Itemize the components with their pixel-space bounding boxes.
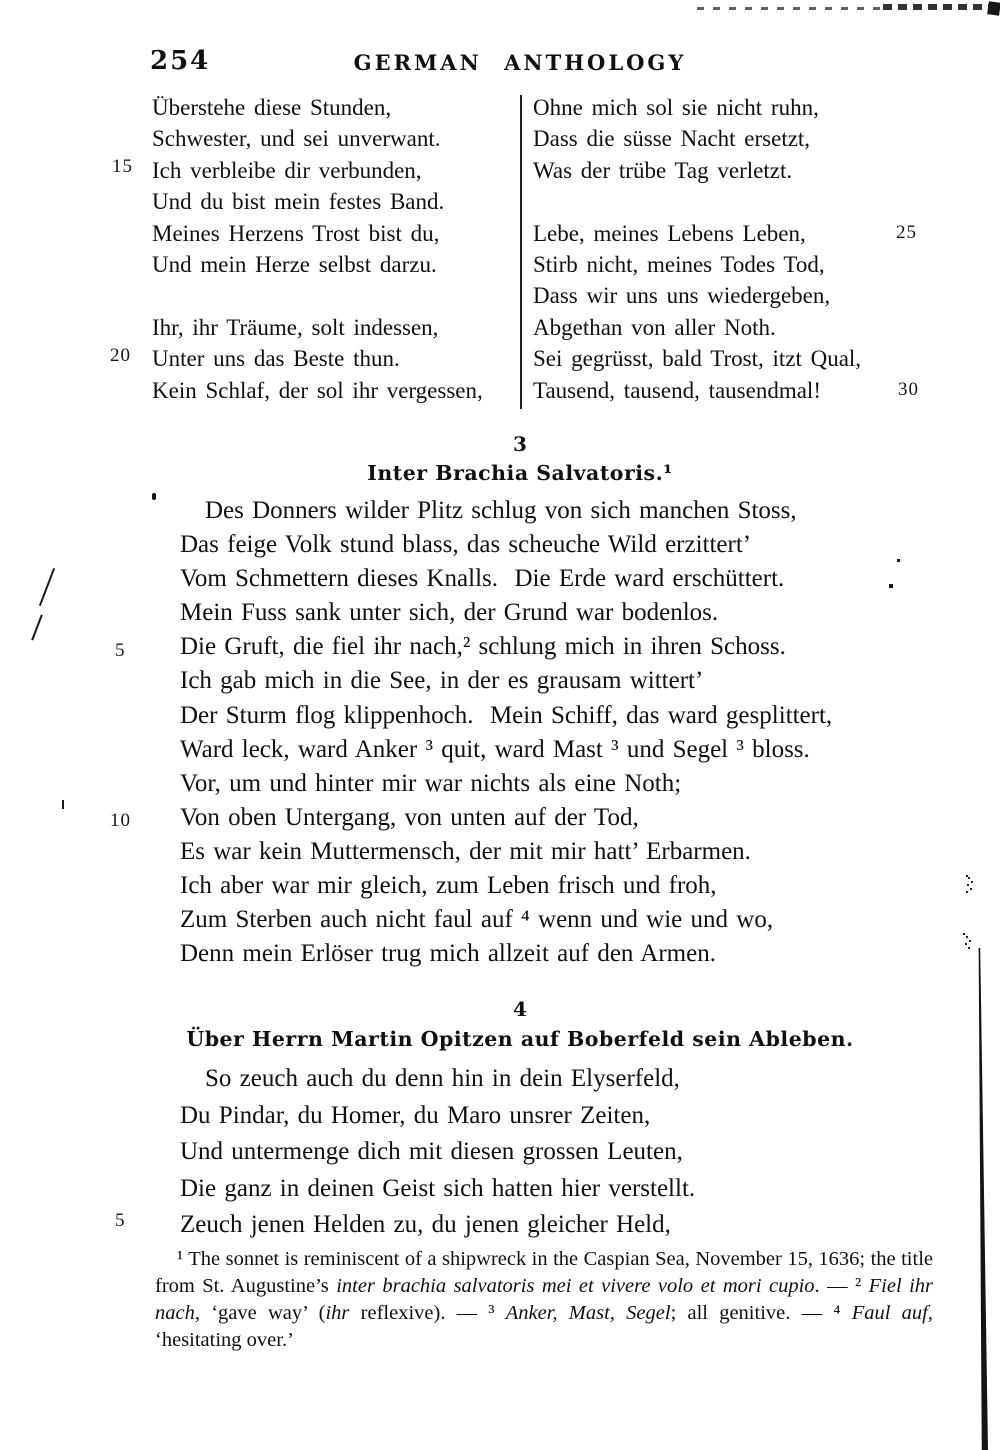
poem-line: Des Donners wilder Plitz schlug von sich manchen Stoss, (205, 497, 797, 524)
poem-line: Überstehe diese Stunden, (152, 95, 392, 120)
poem-title: Über Herrn Martin Opitzen auf Boberfeld sein Ableben. (186, 1027, 854, 1051)
poem-line: Und du bist mein festes Band. (152, 189, 445, 215)
poem-line: So zeuch auch du denn hin in dein Elyserfeld, (205, 1065, 680, 1092)
poem-line: Und untermenge dich mit diesen grossen Leuten, (180, 1138, 683, 1165)
poem-line: Ihr, ihr Träume, solt indessen, (152, 314, 439, 340)
elegy-body (180, 1061, 940, 1244)
poem-line: Die ganz in deinen Geist sich hatten hier verstellt. (180, 1174, 696, 1202)
scan-artifact-tick (62, 800, 64, 809)
poem-line: Tausend, tausend, tausendmal! (533, 377, 821, 403)
scan-artifact-speck-cluster (966, 875, 968, 877)
poem-line: Ward leck, ward Anker ³ quit, ward Mast ³ und Segel ³ bloss. (180, 735, 810, 763)
poem-right-column (533, 92, 893, 406)
scan-artifact-top-dashes (883, 4, 1000, 10)
scan-artifact-scratch (31, 615, 43, 641)
poem-line: Abgethan von aller Noth. (533, 314, 776, 340)
sonnet-body (180, 494, 940, 971)
poem-line: Unter uns das Beste thun. (152, 346, 400, 372)
poem-line: Was der trübe Tag verletzt. (533, 157, 793, 183)
scan-artifact-speck-cluster (963, 933, 965, 935)
margin-line-number: 5 (115, 640, 126, 661)
poem-line: Denn mein Erlöser trug mich allzeit auf den Armen. (180, 940, 716, 968)
scan-artifact-top-dashes (697, 7, 883, 10)
page-number: 254 (150, 46, 211, 76)
margin-line-number: 30 (898, 379, 919, 400)
poem-line: Schwester, und sei unverwant. (152, 126, 441, 152)
poem-line: Das feige Volk stund blass, das scheuche Wild erzittert’ (180, 531, 752, 559)
poem-line: Du Pindar, du Homer, du Maro unsrer Zeiten, (180, 1101, 651, 1129)
poem-line: Ich verbleibe dir verbunden, (152, 157, 422, 183)
margin-line-number: 15 (112, 156, 133, 177)
scan-artifact-scratch (39, 568, 55, 606)
poem-line: Von oben Untergang, von unten auf der Tod, (180, 803, 639, 831)
poem-line: Es war kein Muttermensch, der mit mir hatt’ Erbarmen. (180, 837, 751, 865)
stanza-break (152, 280, 512, 311)
poem-line: Vom Schmettern dieses Knalls. Die Erde ward erschüttert. (180, 565, 785, 593)
scan-artifact-speck (897, 559, 900, 562)
section-number: 3 (513, 432, 527, 456)
poem-line: Dass die süsse Nacht ersetzt, (533, 126, 811, 152)
poem-line: Ohne mich sol sie nicht ruhn, (533, 95, 819, 120)
scan-artifact-speck (889, 584, 893, 588)
footnote: ¹ The sonnet is reminiscent of a shipwreck in the Caspian Sea, November 15, 1636; the title from St. Augustine’s inter brachia salvatoris mei et vivere volo et mori cupio. — ² Fiel ihr nach, ‘gave way’ (ihr reflexive). — ³ Anker, Mast, Segel; all genitive. — ⁴ Faul auf, ‘hesitating over.’ (155, 1248, 933, 1351)
poem-line: Ich gab mich in die See, in der es grausam wittert’ (180, 667, 704, 695)
poem-line: Stirb nicht, meines Todes Tod, (533, 251, 825, 277)
margin-line-number: 25 (896, 222, 917, 243)
poem-line: Ich aber war mir gleich, zum Leben frisch und froh, (180, 872, 717, 900)
poem-line: Vor, um und hinter mir war nichts als eine Noth; (180, 769, 682, 797)
scan-artifact-binding-edge (975, 948, 988, 1450)
poem-line: Der Sturm flog klippenhoch. Mein Schiff, das ward gesplittert, (180, 701, 833, 729)
poem-left-column (152, 92, 512, 406)
poem-line: Dass wir uns uns wiedergeben, (533, 283, 831, 309)
margin-line-number: 20 (110, 345, 131, 366)
poem-line: Die Gruft, die fiel ihr nach,² schlung mich in ihren Schoss. (180, 633, 786, 661)
poem-line: Kein Schlaf, der sol ihr vergessen, (152, 377, 483, 403)
column-divider (520, 95, 522, 409)
margin-line-number: 5 (115, 1210, 126, 1231)
poem-line: Mein Fuss sank unter sich, der Grund war bodenlos. (180, 599, 719, 627)
section-number: 4 (513, 997, 527, 1021)
poem-line: Meines Herzens Trost bist du, (152, 220, 440, 246)
poem-line: Und mein Herze selbst darzu. (152, 251, 437, 277)
poem-title: Inter Brachia Salvatoris.¹ (367, 461, 673, 485)
margin-line-number: 10 (110, 810, 131, 831)
poem-line: Zum Sterben auch nicht faul auf ⁴ wenn und wie und wo, (180, 906, 774, 934)
poem-line: Zeuch jenen Helden zu, du jenen gleicher Held, (180, 1211, 671, 1238)
stanza-break (533, 186, 893, 217)
poem-line: Lebe, meines Lebens Leben, (533, 220, 806, 246)
running-header: GERMAN ANTHOLOGY (353, 50, 687, 75)
scan-artifact-speck (152, 493, 156, 500)
poem-line: Sei gegrüsst, bald Trost, itzt Qual, (533, 346, 862, 372)
scan-artifact-corner-blob (987, 1, 1000, 16)
